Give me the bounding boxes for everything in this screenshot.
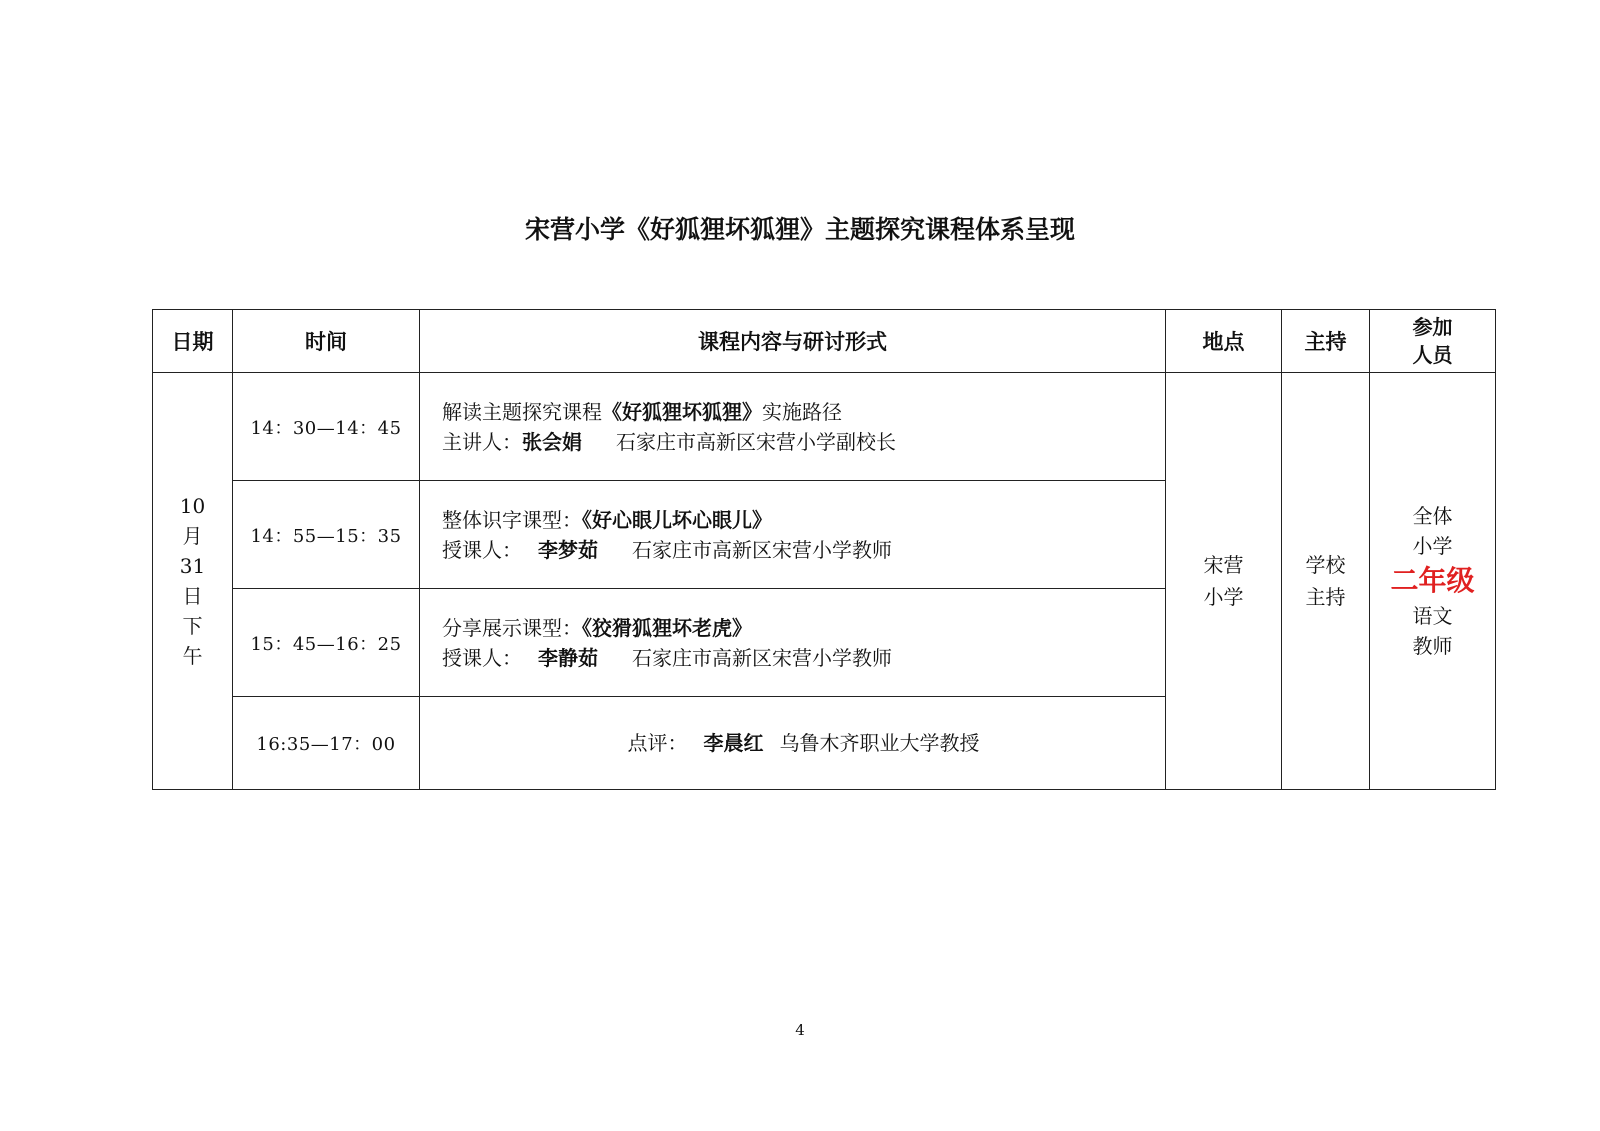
header-row: [153, 310, 1496, 373]
topic-prefix: 整体识字课型：: [442, 507, 582, 532]
speaker-role: 授课人：: [442, 537, 522, 562]
attendees-line4: 教师: [1412, 634, 1453, 658]
date-line: 31: [179, 554, 206, 578]
speaker-name: 李梦茹: [538, 537, 598, 562]
date-line: 下: [182, 614, 203, 638]
header-content: 课程内容与研讨形式: [420, 310, 1166, 373]
session-content: [420, 589, 1166, 697]
review-content: [420, 697, 1166, 790]
topic-title: 《狡猾狐狸坏老虎》: [582, 615, 752, 640]
date-line: 午: [182, 644, 203, 668]
reviewer-affiliation: 乌鲁木齐职业大学教授: [779, 731, 980, 755]
header-attendees: [1370, 310, 1496, 373]
review-time: 16:35—17：00: [233, 697, 420, 790]
session-content: [420, 373, 1166, 481]
attendees-line1: 全体: [1412, 504, 1453, 528]
session-time: 14：55—15：35: [233, 481, 420, 589]
page-number: 4: [795, 1021, 805, 1039]
topic-prefix: 分享展示课型：: [442, 615, 582, 640]
session-content: [420, 481, 1166, 589]
session-time: 14：30—14：45: [233, 373, 420, 481]
topic-suffix: 实施路径: [762, 399, 842, 424]
session-time: 15：45—16：25: [233, 589, 420, 697]
host-cell: [1282, 373, 1370, 790]
location-line2: 小学: [1203, 585, 1244, 609]
speaker-role: 授课人：: [442, 645, 522, 670]
speaker-role: 主讲人：: [442, 429, 522, 454]
speaker-affiliation: 石家庄市高新区宋营小学副校长: [616, 429, 896, 454]
topic-title: 《好心眼儿坏心眼儿》: [582, 507, 772, 532]
attendees-grade: 二年级: [1390, 564, 1475, 597]
attendees-line3: 语文: [1412, 604, 1453, 628]
session-topic: [442, 613, 1165, 643]
speaker-name: 张会娟: [522, 429, 582, 454]
header-time: 时间: [233, 310, 420, 373]
host-line2: 主持: [1305, 585, 1346, 609]
speaker-name: 李静茹: [538, 645, 598, 670]
session-speaker: [442, 535, 1165, 565]
topic-title: 《好狐狸坏狐狸》: [602, 399, 762, 424]
header-location: 地点: [1166, 310, 1282, 373]
date-line: 日: [182, 584, 203, 608]
review-label: 点评：: [627, 731, 688, 755]
table-row: [153, 373, 1496, 481]
reviewer-name: 李晨红: [703, 731, 764, 755]
session-topic: [442, 397, 1165, 427]
date-cell: [153, 373, 233, 790]
speaker-affiliation: 石家庄市高新区宋营小学教师: [632, 645, 892, 670]
date-line: 10: [179, 494, 206, 518]
session-speaker: [442, 643, 1165, 673]
date-line: 月: [182, 524, 203, 548]
header-attendees-line1: 参加: [1412, 315, 1453, 339]
host-line1: 学校: [1305, 553, 1346, 577]
session-speaker: [442, 427, 1165, 457]
header-attendees-line2: 人员: [1412, 343, 1453, 367]
header-date: 日期: [153, 310, 233, 373]
session-topic: [442, 505, 1165, 535]
location-cell: [1166, 373, 1282, 790]
topic-prefix: 解读主题探究课程: [442, 399, 602, 424]
attendees-line2: 小学: [1412, 534, 1453, 558]
document-title: 宋营小学《好狐狸坏狐狸》主题探究课程体系呈现: [524, 215, 1075, 244]
speaker-affiliation: 石家庄市高新区宋营小学教师: [632, 537, 892, 562]
attendees-cell: [1370, 373, 1496, 790]
location-line1: 宋营: [1203, 553, 1244, 577]
schedule-table: [152, 309, 1496, 790]
header-host: 主持: [1282, 310, 1370, 373]
